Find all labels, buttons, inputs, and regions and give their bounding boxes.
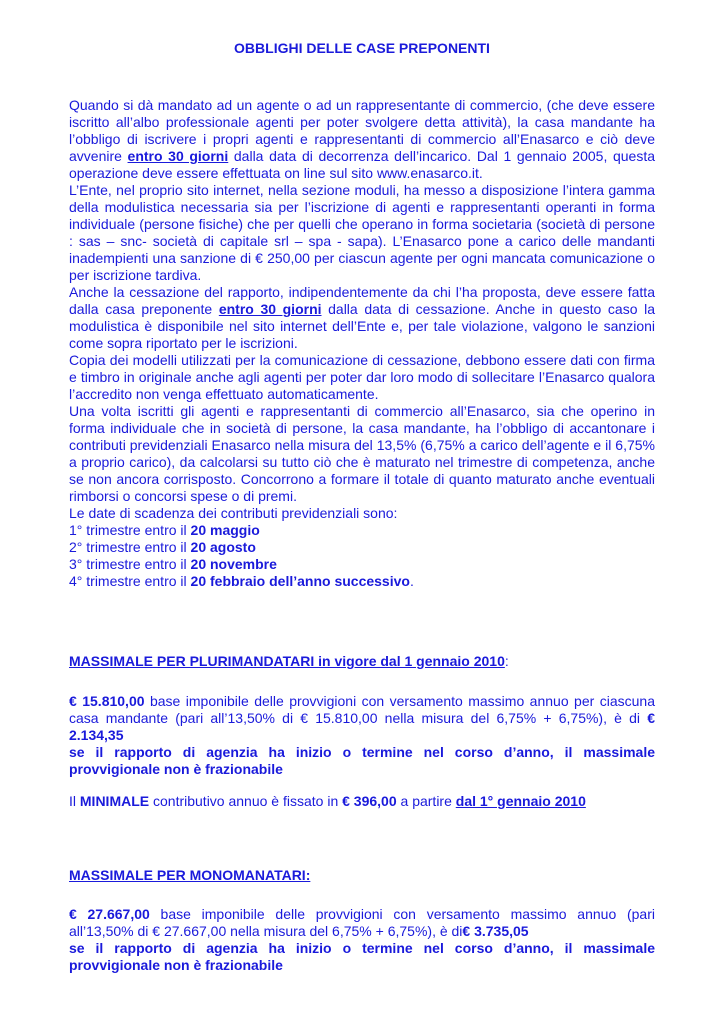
monomandatari-body bbox=[69, 906, 655, 974]
plurimandatari-heading: MASSIMALE PER PLURIMANDATARI in vigore dal 1 gennaio 2010: bbox=[69, 653, 509, 669]
deadline-item: 4° trimestre entro il 20 febbraio dell’anno successivo. bbox=[69, 573, 414, 589]
paragraph-modulistica: L’Ente, nel proprio sito internet, nella sezione moduli, ha messo a disposizione l’intera gamma della modulistica necessaria sia per l’iscrizione di agenti e rappresentanti operanti in forma individuale (persone fisiche) che per quelli che operano in forma societaria (società di persone : sas – snc- società di capitale srl – spa - sapa). L’Enasarco pone a carico delle mandanti inadempienti una sanzione di € 250,00 per ciascun agente per ogni mancata comunicazione o per iscrizione tardiva. bbox=[69, 182, 655, 283]
monomandatari-text: € 27.667,00 base imponibile delle provvigioni con versamento massimo annuo (pari all’13,50% di € 27.667,00 nella misura del 6,75% + 6,75%), è di€ 3.735,05 bbox=[69, 906, 655, 939]
plurimandatari-body bbox=[69, 693, 655, 778]
paragraph-cessation: Anche la cessazione del rapporto, indipendentemente da chi l’ha proposta, deve essere fatta dalla casa preponente entro 30 giorni dalla data di cessazione. Anche in questo caso la modulistica è disponibile nel sito internet dell’Ente e, per tale violazione, valgono le sanzioni come sopra riportato per le iscrizioni. bbox=[69, 284, 655, 351]
plurimandatari-note: se il rapporto di agenzia ha inizio o termine nel corso d’anno, il massimale provvigionale non è frazionabile bbox=[69, 744, 655, 777]
registration-deadline: entro 30 giorni bbox=[127, 148, 229, 164]
monomandatari-contribution: € 3.735,05 bbox=[462, 923, 529, 939]
minimale-date: dal 1° gennaio 2010 bbox=[455, 793, 586, 809]
deadline-item: 3° trimestre entro il 20 novembre bbox=[69, 556, 277, 572]
monomandatari-section bbox=[69, 867, 655, 884]
obligations-section bbox=[69, 97, 655, 590]
deadline-item: 1° trimestre entro il 20 maggio bbox=[69, 522, 260, 538]
deadline-item: 2° trimestre entro il 20 agosto bbox=[69, 539, 256, 555]
minimale-text: Il MINIMALE contributivo annuo è fissato in € 396,00 a partire dal 1° gennaio 2010 bbox=[69, 793, 586, 809]
plurimandatari-amount: € 15.810,00 bbox=[69, 693, 145, 709]
plurimandatari-contribution: € 2.134,35 bbox=[69, 710, 655, 743]
paragraph-deadlines-intro: Le date di scadenza dei contributi previdenziali sono: bbox=[69, 505, 398, 521]
cessation-deadline: entro 30 giorni bbox=[218, 301, 322, 317]
monomandatari-amount: € 27.667,00 bbox=[69, 906, 150, 922]
minimale-section bbox=[69, 793, 655, 810]
paragraph-contributions: Una volta iscritti gli agenti e rappresentanti di commercio all’Enasarco, sia che operino in forma individuale che in società di persone, la casa mandante, ha l’obbligo di accantonare i contributi previdenziali Enasarco nella misura del 13,5% (6,75% a carico dell’agente e il 6,75% a proprio carico), da calcolarsi su tutto ciò che è maturato nel trimestre di competenza, anche se non ancora corrisposto. Concorrono a formare il totale di quanto maturato anche eventuali rimborsi o concorsi spese o di premi. bbox=[69, 403, 655, 504]
paragraph-registration: Quando si dà mandato ad un agente o ad un rappresentante di commercio, (che deve essere iscritto all’albo professionale agenti per poter svolgere detta attività), la casa mandante ha l’obbligo di iscrivere i propri agenti e rappresentanti di commercio all’Enasarco e ciò deve avvenire entro 30 giorni dalla data di decorrenza dell’incarico. Dal 1 gennaio 2005, questa operazione deve essere effettuata on line sul sito www.enasarco.it. bbox=[69, 97, 656, 181]
minimale-amount: € 396,00 bbox=[342, 793, 397, 809]
monomandatari-note: se il rapporto di agenzia ha inizio o termine nel corso d’anno, il massimale provvigionale non è frazionabile bbox=[69, 940, 655, 973]
plurimandatari-text: € 15.810,00 base imponibile delle provvigioni con versamento massimo annuo per ciascuna casa mandante (pari all’13,50% di € 15.810,00 nella misura del 6,75% + 6,75%), è di € 2.134,35 bbox=[69, 693, 655, 743]
monomandatari-heading: MASSIMALE PER MONOMANATARI: bbox=[69, 867, 311, 883]
paragraph-copies: Copia dei modelli utilizzati per la comunicazione di cessazione, debbono essere dati con firma e timbro in originale anche agli agenti per poter dar loro modo di sollecitare l’Enasarco qualora l’accredito non venga effettuato automaticamente. bbox=[69, 352, 655, 402]
page-title: OBBLIGHI DELLE CASE PREPONENTI bbox=[234, 40, 490, 56]
plurimandatari-section bbox=[69, 653, 655, 670]
